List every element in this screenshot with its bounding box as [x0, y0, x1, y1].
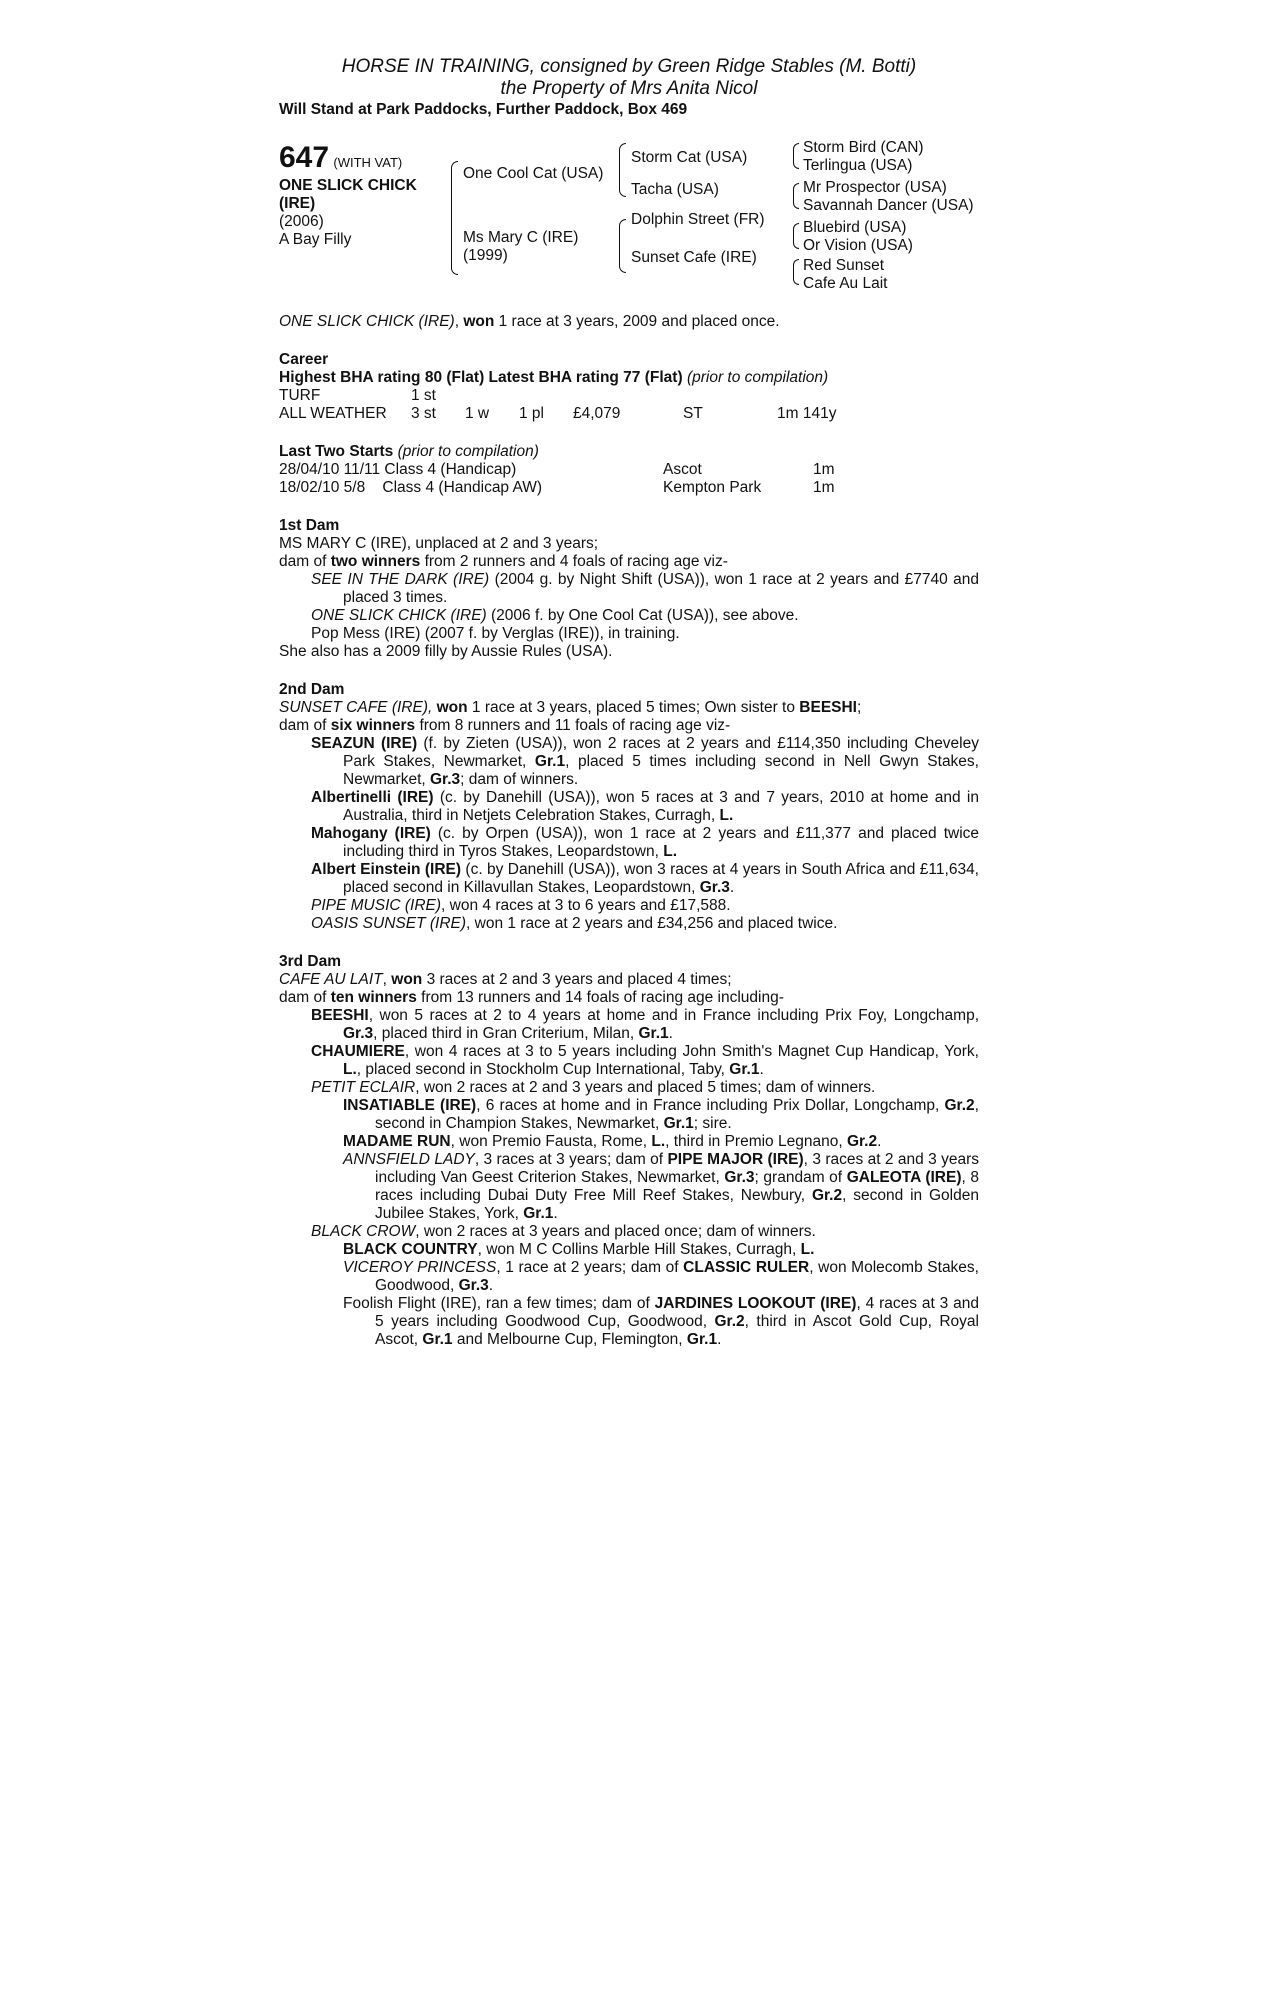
produce-entry: INSATIABLE (IRE), 6 races at home and in France including Prix Dollar, Longchamp, Gr.2, second in Champion Stakes, Newmarket, Gr.1; sire. — [343, 1097, 979, 1132]
rating-note: (prior to compilation) — [686, 369, 829, 386]
rating-text: Highest BHA rating 80 (Flat) Latest BHA rating 77 (Flat) — [279, 369, 683, 386]
sire: One Cool Cat (USA) — [463, 165, 604, 182]
gg-5: Bluebird (USA) — [803, 219, 907, 236]
horse-name: ONE SLICK CHICK — [279, 177, 417, 194]
career-table — [279, 387, 836, 423]
career-cell: 3 st — [411, 405, 436, 422]
produce-entry: Albert Einstein (IRE) (c. by Danehill (USA)), won 3 races at 4 years in South Africa and £11,634, placed second in Killavullan Stakes, Leopardstown, Gr.3. — [311, 861, 979, 896]
pedigree-brace-3c — [793, 223, 799, 249]
summary-rest: 1 race at 3 years, 2009 and placed once. — [494, 313, 780, 330]
produce-entry: BLACK COUNTRY, won M C Collins Marble Hill Stakes, Curragh, L. — [343, 1241, 815, 1258]
dam-dam: Sunset Cafe (IRE) — [631, 249, 757, 266]
gg-7: Red Sunset — [803, 257, 884, 274]
produce-entry: OASIS SUNSET (IRE), won 1 race at 2 years and £34,256 and placed twice. — [311, 915, 838, 932]
career-cell — [573, 387, 683, 405]
catalogue-page — [279, 56, 979, 1349]
second-dam-title: 2nd Dam — [279, 681, 345, 698]
pedigree-brace-3a — [793, 143, 799, 169]
dam: Ms Mary C (IRE) — [463, 229, 579, 246]
produce-note: She also has a 2009 filly by Aussie Rules (USA). — [279, 643, 613, 660]
gg-4: Savannah Dancer (USA) — [803, 197, 974, 214]
last-two-note: (prior to compilation) — [397, 443, 539, 460]
career-cell: £4,079 — [573, 405, 621, 422]
second-dam-line: SUNSET CAFE (IRE), won 1 race at 3 years, placed 5 times; Own sister to BEESHI; — [279, 699, 862, 716]
produce-entry: SEE IN THE DARK (IRE) (2004 g. by Night Shift (USA)), won 1 race at 2 years and £7740 and placed 3 times. — [311, 571, 979, 606]
gg-1: Storm Bird (CAN) — [803, 139, 924, 156]
table-row — [279, 387, 836, 405]
career-section — [279, 351, 979, 423]
stand-line: Will Stand at Park Paddocks, Further Paddock, Box 469 — [279, 101, 688, 118]
start-course: Ascot — [663, 461, 702, 478]
table-row — [279, 461, 835, 479]
produce-entry: PIPE MUSIC (IRE), won 4 races at 3 to 6 years and £17,588. — [311, 897, 731, 914]
table-row — [279, 479, 835, 497]
career-cell — [465, 387, 519, 405]
start-race: 28/04/10 11/11 Class 4 (Handicap) — [279, 461, 517, 478]
dam-sire: Dolphin Street (FR) — [631, 211, 765, 228]
career-cell: 1 w — [465, 405, 490, 422]
career-title: Career — [279, 351, 329, 368]
pedigree-brace-dam — [619, 219, 626, 273]
career-cell: ALL WEATHER — [279, 405, 387, 422]
sire-sire: Storm Cat (USA) — [631, 149, 748, 166]
last-two-title: Last Two Starts — [279, 443, 394, 460]
table-row — [279, 405, 836, 423]
career-cell — [777, 387, 836, 405]
career-cell: TURF — [279, 387, 321, 404]
gg-8: Cafe Au Lait — [803, 275, 888, 292]
produce-entry: ONE SLICK CHICK (IRE) (2006 f. by One Cool Cat (USA)), see above. — [311, 607, 799, 624]
third-dam-produce: dam of ten winners from 13 runners and 14 foals of racing age including- — [279, 989, 784, 1006]
pedigree-brace-main — [451, 161, 458, 275]
third-dam-line: CAFE AU LAIT, won 3 races at 2 and 3 years and placed 4 times; — [279, 971, 732, 988]
pedigree-brace-sire — [619, 143, 626, 197]
produce-entry: MADAME RUN, won Premio Fausta, Rome, L., third in Premio Legnano, Gr.2. — [343, 1133, 882, 1150]
produce-entry: VICEROY PRINCESS, 1 race at 2 years; dam of CLASSIC RULER, won Molecomb Stakes, Goodwood, Gr.3. — [343, 1259, 979, 1294]
career-cell: 1m 141y — [777, 405, 837, 422]
horse-description: A Bay Filly — [279, 231, 352, 248]
gg-3: Mr Prospector (USA) — [803, 179, 947, 196]
produce-entry: ANNSFIELD LADY, 3 races at 3 years; dam of PIPE MAJOR (IRE), 3 races at 2 and 3 years including Van Geest Criterion Stakes, Newmarket, Gr.3; grandam of GALEOTA (IRE), 8 races including Dubai Duty Free Mill Reef Stakes, Newbury, Gr.2, second in Golden Jubilee Stakes, York, Gr.1. — [343, 1151, 980, 1222]
career-rating — [279, 369, 979, 387]
career-cell: ST — [683, 405, 703, 422]
start-course: Kempton Park — [663, 479, 762, 496]
pedigree-brace-3d — [793, 259, 799, 285]
career-cell — [519, 387, 573, 405]
lot-number: 647 — [279, 141, 330, 174]
produce-entry: BLACK CROW, won 2 races at 3 years and placed once; dam of winners. — [311, 1223, 816, 1240]
last-two-table — [279, 461, 835, 497]
career-cell: 1 pl — [519, 405, 544, 422]
career-cell — [683, 387, 777, 405]
lot-heading — [279, 143, 402, 173]
pedigree-brace-3b — [793, 183, 799, 209]
horse-year: (2006) — [279, 213, 324, 230]
pedigree-block — [279, 139, 979, 299]
gg-6: Or Vision (USA) — [803, 237, 913, 254]
last-two-section — [279, 443, 979, 497]
header — [279, 56, 979, 119]
produce-entry: Pop Mess (IRE) (2007 f. by Verglas (IRE)), in training. — [311, 625, 680, 642]
first-dam-line: MS MARY C (IRE), unplaced at 2 and 3 years; — [279, 535, 599, 552]
last-two-heading — [279, 443, 979, 461]
produce-entry: Mahogany (IRE) (c. by Orpen (USA)), won 1 race at 2 years and £11,377 and placed twice including third in Tyros Stakes, Leopardstown, L. — [311, 825, 980, 860]
third-dam-title: 3rd Dam — [279, 953, 342, 970]
produce-entry: Foolish Flight (IRE), ran a few times; dam of JARDINES LOOKOUT (IRE), 4 races at 3 and 5 years including Goodwood Cup, Goodwood, Gr.2, third in Ascot Gold Cup, Royal Ascot, Gr.1 and Melbourne Cup, Flemington, Gr.1. — [343, 1295, 979, 1348]
produce-entry: Albertinelli (IRE) (c. by Danehill (USA)), won 5 races at 3 and 7 years, 2010 at home and in Australia, third in Netjets Celebration Stakes, Curragh, L. — [311, 789, 979, 824]
first-dam-title: 1st Dam — [279, 517, 340, 534]
first-dam-produce: dam of two winners from 2 runners and 4 foals of racing age viz- — [279, 553, 728, 570]
first-dam-section — [279, 517, 979, 661]
produce-entry: BEESHI, won 5 races at 2 to 4 years at home and in France including Prix Foy, Longchamp, Gr.3, placed third in Gran Criterium, Milan, Gr.1. — [311, 1007, 979, 1042]
produce-entry: SEAZUN (IRE) (f. by Zieten (USA)), won 2 races at 2 years and £114,350 including Cheveley Park Stakes, Newmarket, Gr.1, placed 5 times including second in Nell Gwyn Stakes, Newmarket, Gr.3; dam of winners. — [311, 735, 979, 788]
gg-2: Terlingua (USA) — [803, 157, 913, 174]
third-dam-section — [279, 953, 979, 1349]
start-distance: 1m — [813, 461, 835, 478]
sire-dam: Tacha (USA) — [631, 181, 719, 198]
summary-won: won — [463, 313, 495, 330]
second-dam-produce: dam of six winners from 8 runners and 11 foals of racing age viz- — [279, 717, 731, 734]
produce-entry: PETIT ECLAIR, won 2 races at 2 and 3 years and placed 5 times; dam of winners. — [311, 1079, 876, 1096]
property-line: the Property of Mrs Anita Nicol — [500, 78, 758, 99]
second-dam-section — [279, 681, 979, 933]
summary-name: ONE SLICK CHICK (IRE) — [279, 313, 455, 330]
dam-year: (1999) — [463, 247, 508, 264]
race-summary: ONE SLICK CHICK (IRE), won 1 race at 3 years, 2009 and placed once. — [279, 313, 780, 330]
horse-country: (IRE) — [279, 195, 316, 212]
consignor-line: HORSE IN TRAINING, consigned by Green Ridge Stables (M. Botti) — [341, 56, 917, 77]
produce-entry: CHAUMIERE, won 4 races at 3 to 5 years including John Smith's Magnet Cup Handicap, York, L., placed second in Stockholm Cup International, Taby, Gr.1. — [311, 1043, 979, 1078]
start-race: 18/02/10 5/8 Class 4 (Handicap AW) — [279, 479, 543, 496]
vat-note: (WITH VAT) — [333, 155, 403, 170]
career-cell: 1 st — [411, 387, 436, 404]
start-distance: 1m — [813, 479, 835, 496]
